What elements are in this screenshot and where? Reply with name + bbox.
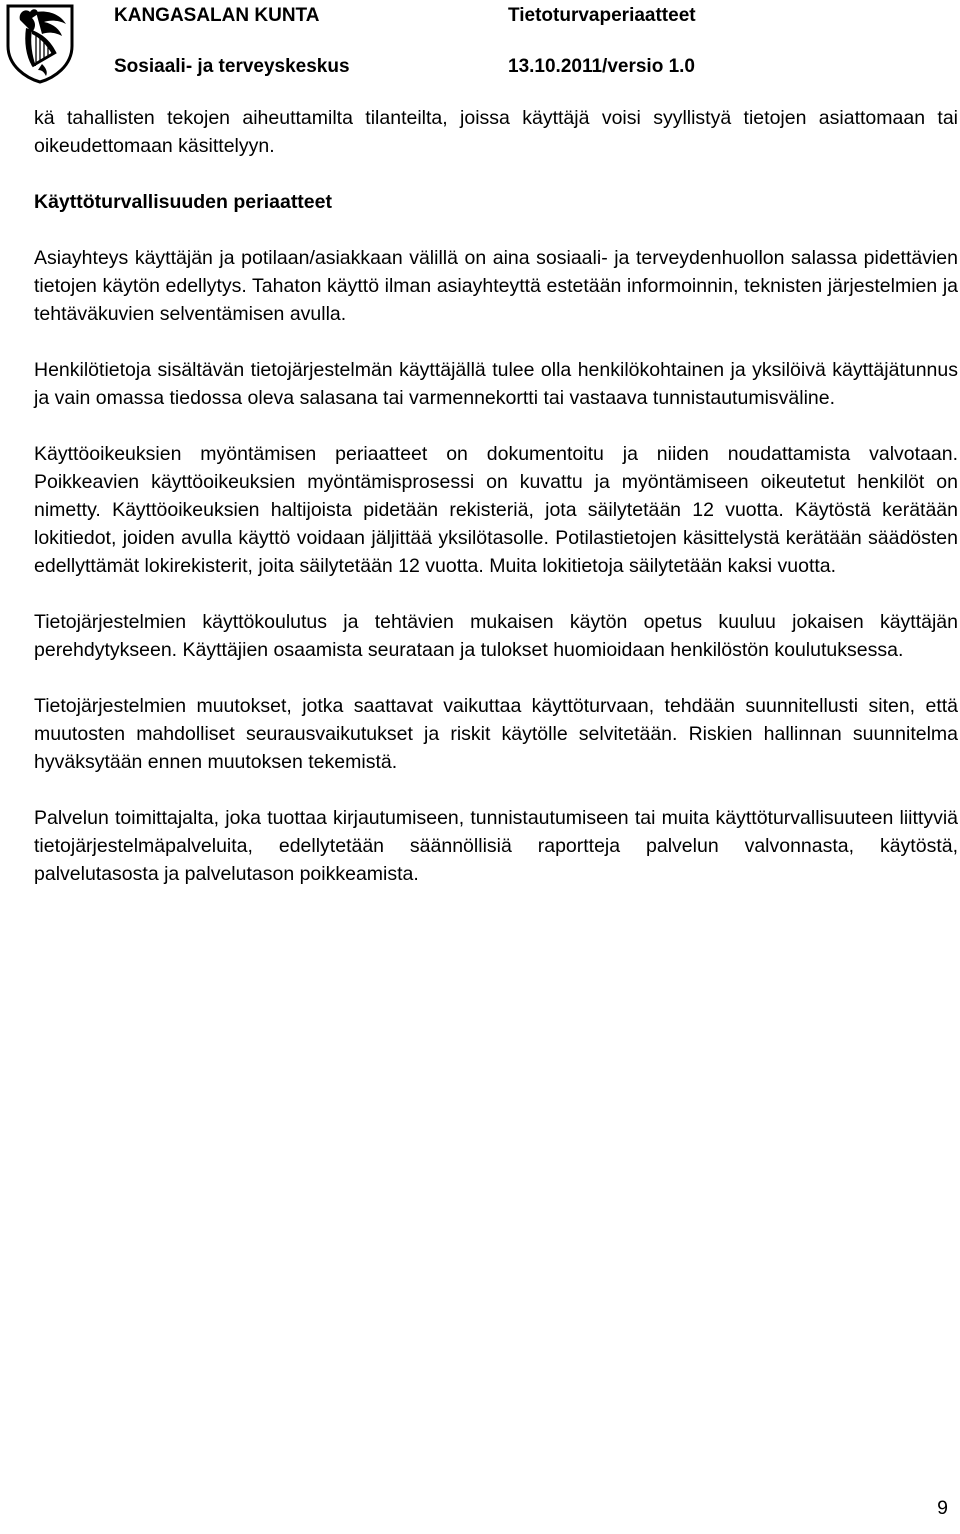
coat-of-arms-harp-icon: [2, 2, 78, 84]
page-header: [0, 0, 960, 86]
paragraph: Tietojärjestelmien käyttökoulutus ja tehtävien mukaisen käytön opetus kuuluu jokaisen käyttäjän perehdytykseen. Käyttäjien osaamista seurataan ja tulokset huomioidaan henkilöstön koulutuksessa.: [34, 611, 958, 661]
organization-name: KANGASALAN KUNTA: [114, 5, 320, 26]
unit-name: Sosiaali- ja terveyskeskus: [114, 56, 350, 77]
paragraph: Henkilötietoja sisältävän tietojärjestelmän käyttäjällä tulee olla henkilökohtainen ja yksilöivä käyttäjätunnus ja vain omassa tiedossa oleva salasana tai varmennekortti tai vastaava tunnistautumisväline.: [34, 359, 958, 409]
document-version: 13.10.2011/versio 1.0: [508, 56, 695, 77]
document-title: Tietoturvaperiaatteet: [508, 5, 696, 26]
paragraph-continuation: kä tahallisten tekojen aiheuttamilta tilanteilta, joissa käyttäjä voisi syyllistyä tietojen asiattomaan tai oikeudettomaan käsittelyyn.: [34, 107, 958, 157]
paragraph: Asiayhteys käyttäjän ja potilaan/asiakkaan välillä on aina sosiaali- ja terveydenhuollon salassa pidettävien tietojen käytön edellytys. Tahaton käyttö ilman asiayhteyttä estetään informoinnin, teknisten järjestelmien ja tehtäväkuvien selventämisen avulla.: [34, 247, 958, 325]
paragraph: Tietojärjestelmien muutokset, jotka saattavat vaikuttaa käyttöturvaan, tehdään suunnitellusti siten, että muutosten mahdolliset seurausvaikutukset ja riskit käytölle selvitetään. Riskien hallinnan suunnitelma hyväksytään ennen muutoksen tekemistä.: [34, 695, 958, 773]
page-number: 9: [937, 1497, 948, 1519]
section-heading: Käyttöturvallisuuden periaatteet: [34, 191, 332, 213]
paragraph: Käyttöoikeuksien myöntämisen periaatteet on dokumentoitu ja niiden noudattamista valvotaan. Poikkeavien käyttöoikeuksien myöntämisprosessi on kuvattu ja myöntämiseen oikeutetut henkilöt on nimetty. Käyttöoikeuksien haltijoista pidetään rekisteriä, jota säilytetään 12 vuotta. Käytöstä kerätään lokitiedot, joiden avulla käyttö voidaan jäljittää yksilötasolle. Potilastietojen käsittelystä kerätään säädösten edellyttämät lokirekisterit, joita säilytetään 12 vuotta. Muita lokitietoja säilytetään kaksi vuotta.: [34, 443, 958, 577]
paragraph: Palvelun toimittajalta, joka tuottaa kirjautumiseen, tunnistautumiseen tai muita käyttöturvallisuuteen liittyviä tietojärjestelmäpalveluita, edellytetään säännöllisiä raportteja palvelun valvonnasta, käytöstä, palvelutasosta ja palvelutason poikkeamista.: [34, 807, 958, 885]
document-body: [34, 104, 958, 888]
